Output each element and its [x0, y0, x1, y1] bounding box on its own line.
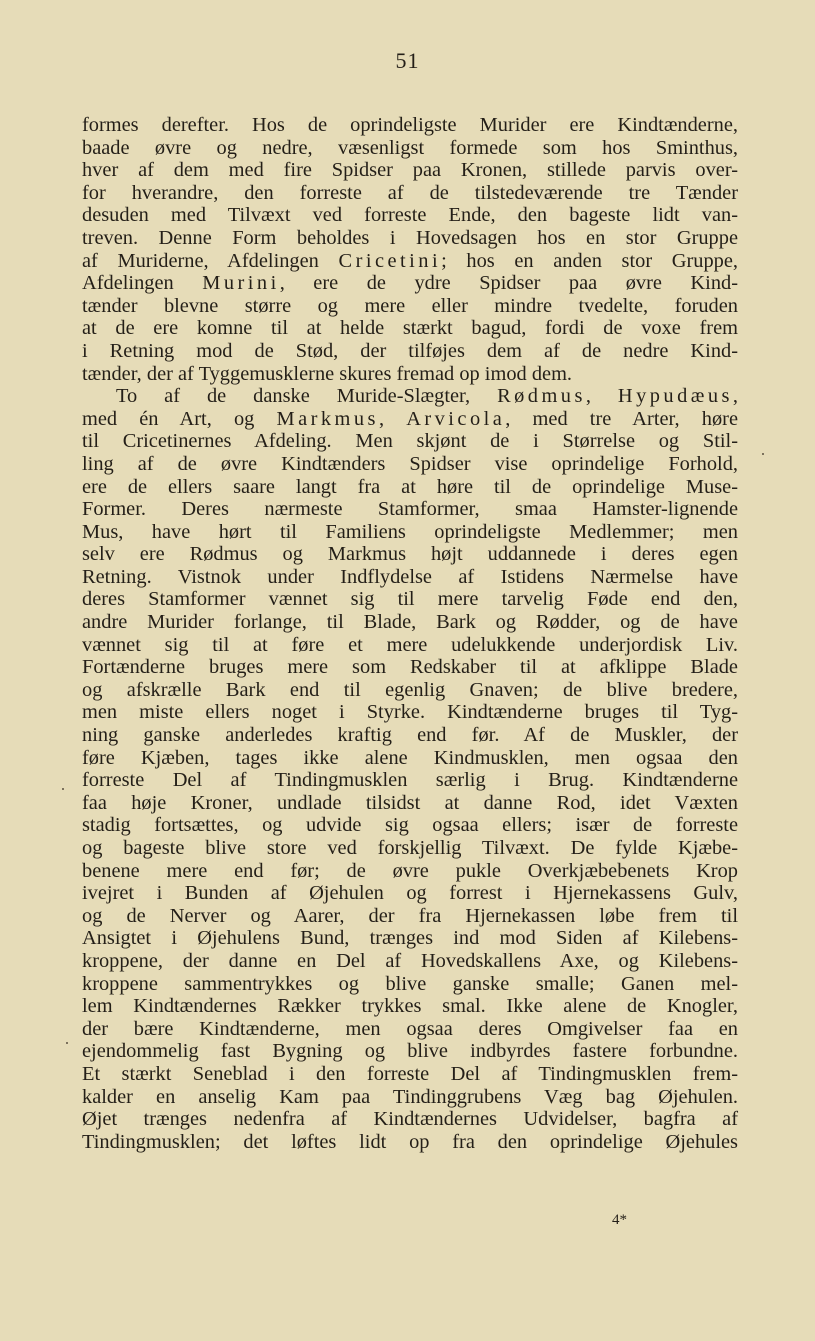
text-line: ivejret i Bunden af Øjehulen og forrest i Hjernekassens Gulv,: [82, 882, 738, 905]
term-arvicola: Arvicola: [406, 407, 506, 430]
term-rodmus: Rødmus: [497, 385, 586, 408]
text-fragment: ; hos en anden stor Gruppe,: [441, 249, 739, 272]
text-line: formes derefter. Hos de oprindeligste Murider ere Kindtænderne,: [82, 114, 738, 136]
text-line: benene mere end før; de øvre pukle Overkjæbebenets Krop: [82, 859, 738, 882]
paper-speck: [66, 1042, 68, 1044]
text-line: deres Stamformer vænnet sig til mere tarvelig Føde end den,: [82, 588, 738, 611]
text-line: faa høje Kroner, undlade tilsidst at danne Rod, idet Væxten: [82, 791, 738, 814]
text-line: og bageste blive store ved forskjellig Tilvæxt. De fylde Kjæbe-: [82, 837, 738, 859]
text-line: men miste ellers noget i Styrke. Kindtænderne bruges til Tyg-: [82, 701, 738, 724]
text-line: Øjet trænges nedenfra af Kindtændernes Udvidelser, bagfra af: [82, 1108, 738, 1131]
term-markmus: Markmus: [276, 407, 379, 430]
text-line: og afskrælle Bark end til egenlig Gnaven; de blive bredere,: [82, 678, 738, 701]
text-line: kalder en anselig Kam paa Tindinggrubens Væg bag Øjehulen.: [82, 1085, 738, 1108]
text-line: [82, 408, 738, 431]
text-line: desuden med Tilvæxt ved forreste Ende, den bageste lidt van-: [82, 204, 738, 227]
signature-mark: 4*: [612, 1212, 627, 1228]
paper-speck: [762, 453, 764, 455]
text-fragment: ,: [732, 385, 738, 408]
text-line: Ansigtet i Øjehulens Bund, trænges ind mod Siden af Kilebens-: [82, 927, 738, 950]
text-fragment: Afdelingen: [82, 272, 203, 295]
text-line: kroppene sammentrykkes og blive ganske smalle; Ganen mel-: [82, 972, 738, 995]
text-fragment: To af de danske Muride-Slægter,: [116, 385, 498, 408]
text-line: tænder, der af Tyggemusklerne skures fremad op imod dem.: [82, 362, 573, 385]
text-line: Et stærkt Seneblad i den forreste Del af Tindingmusklen frem-: [82, 1062, 738, 1085]
text-line: føre Kjæben, tages ikke alene Kindmusklen, men ogsaa den: [82, 746, 738, 769]
body-text: [82, 114, 738, 1153]
text-line: vænnet sig til at føre et mere udelukkende underjordisk Liv.: [82, 633, 738, 656]
text-line: [82, 272, 738, 295]
text-line: andre Murider forlange, til Blade, Bark og Rødder, og de have: [82, 611, 738, 634]
text-fragment: , med tre Arter, høre: [505, 407, 738, 430]
text-line: ere de ellers saare langt fra at høre til de oprindelige Muse-: [82, 475, 738, 498]
text-line: Retning. Vistnok under Indflydelse af Istidens Nærmelse have: [82, 565, 738, 588]
text-line: at de ere komne til at helde stærkt bagud, fordi de voxe frem: [82, 317, 738, 340]
text-line: lem Kindtændernes Rækker trykkes smal. Ikke alene de Knogler,: [82, 995, 738, 1018]
text-line: Former. Deres nærmeste Stamformer, smaa Hamster-lignende: [82, 498, 738, 521]
text-line: Tindingmusklen; det løftes lidt op fra den oprindelige Øjehules: [82, 1130, 738, 1153]
page-number: 51: [395, 48, 420, 73]
term-murini: Murini: [202, 272, 280, 295]
paper-speck: [62, 788, 64, 790]
text-line: kroppene, der danne en Del af Hovedskallens Axe, og Kilebens-: [82, 949, 738, 972]
text-line: selv ere Rødmus og Markmus højt uddannede i deres egen: [82, 543, 738, 566]
text-line: og de Nerver og Aarer, der fra Hjernekassen løbe frem til: [82, 904, 738, 927]
text-fragment: ,: [378, 407, 407, 430]
text-line: stadig fortsættes, og udvide sig ogsaa ellers; især de forreste: [82, 814, 738, 837]
text-fragment: med én Art, og: [82, 407, 277, 430]
text-line: tænder blevne større og mere eller mindre tvedelte, foruden: [82, 294, 738, 317]
text-line: baade øvre og nedre, væsenligst formede som hos Sminthus,: [82, 136, 738, 159]
text-line: til Cricetinernes Afdeling. Men skjønt de i Størrelse og Stil-: [82, 430, 738, 453]
text-line: for hverandre, den forreste af de tilstedeværende tre Tænder: [82, 181, 738, 204]
text-fragment: ,: [585, 385, 618, 408]
text-line: ning ganske anderledes kraftig end før. Af de Muskler, der: [82, 724, 738, 747]
text-line: ejendommelig fast Bygning og blive indbyrdes fastere forbundne.: [82, 1040, 738, 1063]
term-cricetini: Cricetini: [338, 249, 442, 272]
text-line: [82, 385, 738, 408]
text-line: i Retning mod de Stød, der tilføjes dem af de nedre Kind-: [82, 339, 738, 362]
text-line: Mus, have hørt til Familiens oprindeligste Medlemmer; men: [82, 520, 738, 543]
term-hypudaeus: Hypudæus: [617, 385, 733, 408]
text-line: [82, 250, 738, 273]
text-line: Fortænderne bruges mere som Redskaber til at afklippe Blade: [82, 656, 738, 679]
text-line: hver af dem med fire Spidser paa Kronen, stillede parvis over-: [82, 159, 738, 182]
text-fragment: , ere de ydre Spidser paa øvre Kind-: [279, 272, 739, 295]
text-line: ling af de øvre Kindtænders Spidser vise oprindelige Forhold,: [82, 452, 738, 475]
text-line: treven. Denne Form beholdes i Hovedsagen hos en stor Gruppe: [82, 226, 738, 249]
text-fragment: af Muriderne, Afdelingen: [82, 249, 339, 272]
text-line: forreste Del af Tindingmusklen særlig i Brug. Kindtænderne: [82, 769, 738, 792]
text-line: der bære Kindtænderne, men ogsaa deres Omgivelser faa en: [82, 1017, 738, 1040]
